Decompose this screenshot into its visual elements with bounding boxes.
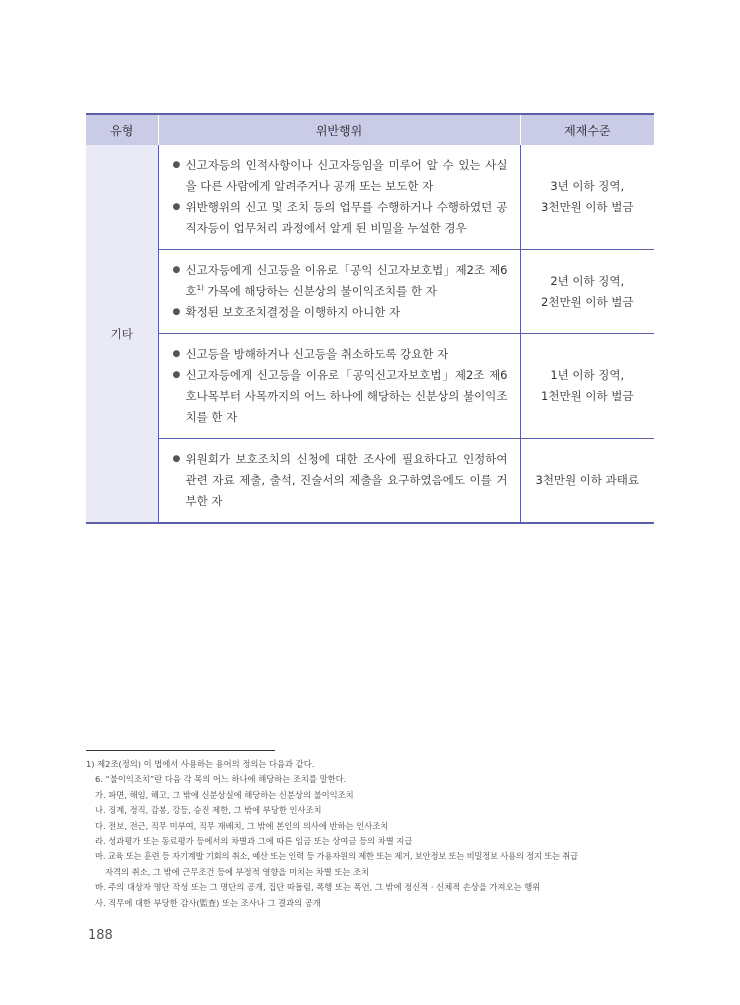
bullet-item: ● 신고자등에게 신고등을 이유로「공익신고자보호법」제2조 제6호나목부터 사목까지의 어느 하나에 해당하는 신분상의 불이익조치를 한 자 <box>173 365 508 428</box>
table-row <box>86 250 654 334</box>
penalty-line: 1천만원 이하 벌금 <box>541 389 634 403</box>
violation-cell <box>158 250 520 334</box>
footnote-line: 라. 성과평가 또는 동료평가 등에서의 차별과 그에 따른 임금 또는 상여금 등의 차별 지급 <box>95 836 413 847</box>
violation-cell <box>158 334 520 439</box>
footnote-line: 가. 파면, 해임, 해고, 그 밖에 신분상실에 해당하는 신분상의 불이익조치 <box>95 789 354 800</box>
penalty-cell <box>520 439 654 524</box>
bullet-item: ● 확정된 보호조치결정을 이행하지 아니한 자 <box>173 302 508 323</box>
bullet-item: ● 위원회가 보호조치의 신청에 대한 조사에 필요하다고 인정하여 관련 자료 제출, 출석, 진술서의 제출을 요구하였음에도 이를 거부한 자 <box>173 449 508 512</box>
bullet-item: ● 위반행위의 신고 및 조치 등의 업무를 수행하거나 수행하였던 공직자등이 업무처리 과정에서 알게 된 비밀을 누설한 경우 <box>173 197 508 239</box>
footnotes <box>86 757 666 911</box>
bullet-text: 신고자등에게 신고등을 이유로「공익 신고자보호법」제2조 제6호 <box>185 263 508 298</box>
penalty-cell <box>520 334 654 439</box>
footnote-line: 나. 징계, 정직, 감봉, 강등, 승진 제한, 그 밖에 부당한 인사조치 <box>95 805 322 816</box>
violation-cell <box>158 439 520 524</box>
table-row <box>86 439 654 524</box>
penalty-line: 3천만원 이하 과태료 <box>535 473 639 487</box>
penalty-line: 3년 이하 징역, <box>550 179 625 193</box>
footnote-divider <box>86 750 275 751</box>
table-header-row <box>86 114 654 145</box>
footnote-line: 6. “불이익조치”란 다음 각 목의 어느 하나에 해당하는 조치를 말한다. <box>95 774 347 785</box>
violation-cell <box>158 145 520 250</box>
bullet-item: ● 신고등을 방해하거나 신고등을 취소하도록 강요한 자 <box>173 344 508 365</box>
footnote-head: 1) 제2조(정의) 이 법에서 사용하는 용어의 정의는 다음과 같다. <box>86 759 315 769</box>
footnote-line: 마. 교육 또는 훈련 등 자기계발 기회의 취소, 예산 또는 인력 등 가용자원의 제한 또는 제거, 보안정보 또는 비밀정보 사용의 정지 또는 취급 <box>95 851 578 862</box>
penalty-line: 2년 이하 징역, <box>550 273 625 288</box>
footnote-line: 자격의 취소, 그 밖에 근무조건 등에 부정적 영향을 미치는 차별 또는 조치 <box>105 866 370 877</box>
penalty-cell <box>520 250 654 334</box>
table-row <box>86 145 654 250</box>
sanction-table <box>86 113 654 524</box>
penalty-cell <box>520 145 654 250</box>
footnote-line: 사. 직무에 대한 부당한 감사(監査) 또는 조사나 그 결과의 공개 <box>95 897 321 908</box>
footnote-ref: 1) <box>196 284 204 293</box>
bullet-item: ● 신고자등의 인적사항이나 신고자등임을 미루어 알 수 있는 사실을 다른 사람에게 알려주거나 공개 또는 보도한 자 <box>173 155 508 197</box>
table-row <box>86 334 654 439</box>
header-penalty: 제재수준 <box>520 114 654 145</box>
penalty-line: 3천만원 이하 벌금 <box>541 200 634 214</box>
bullet-text: 가목에 해당하는 신분상의 불이익조치를 한 자 <box>203 284 437 298</box>
page-number: 188 <box>88 928 113 943</box>
penalty-line: 1년 이하 징역, <box>550 368 625 382</box>
header-violation: 위반행위 <box>158 114 520 145</box>
penalty-line: 2천만원 이하 벌금 <box>541 294 634 309</box>
footnote-line: 다. 전보, 전근, 직무 미부여, 직무 재배치, 그 밖에 본인의 의사에 반하는 인사조치 <box>95 820 389 831</box>
bullet-item <box>173 260 508 302</box>
footnote-line: 바. 주의 대상자 명단 작성 또는 그 명단의 공개, 집단 따돌림, 폭행 또는 폭언, 그 밖에 정신적 · 신체적 손상을 가져오는 행위 <box>95 882 541 893</box>
type-cell: 기타 <box>86 145 158 523</box>
header-type: 유형 <box>86 114 158 145</box>
